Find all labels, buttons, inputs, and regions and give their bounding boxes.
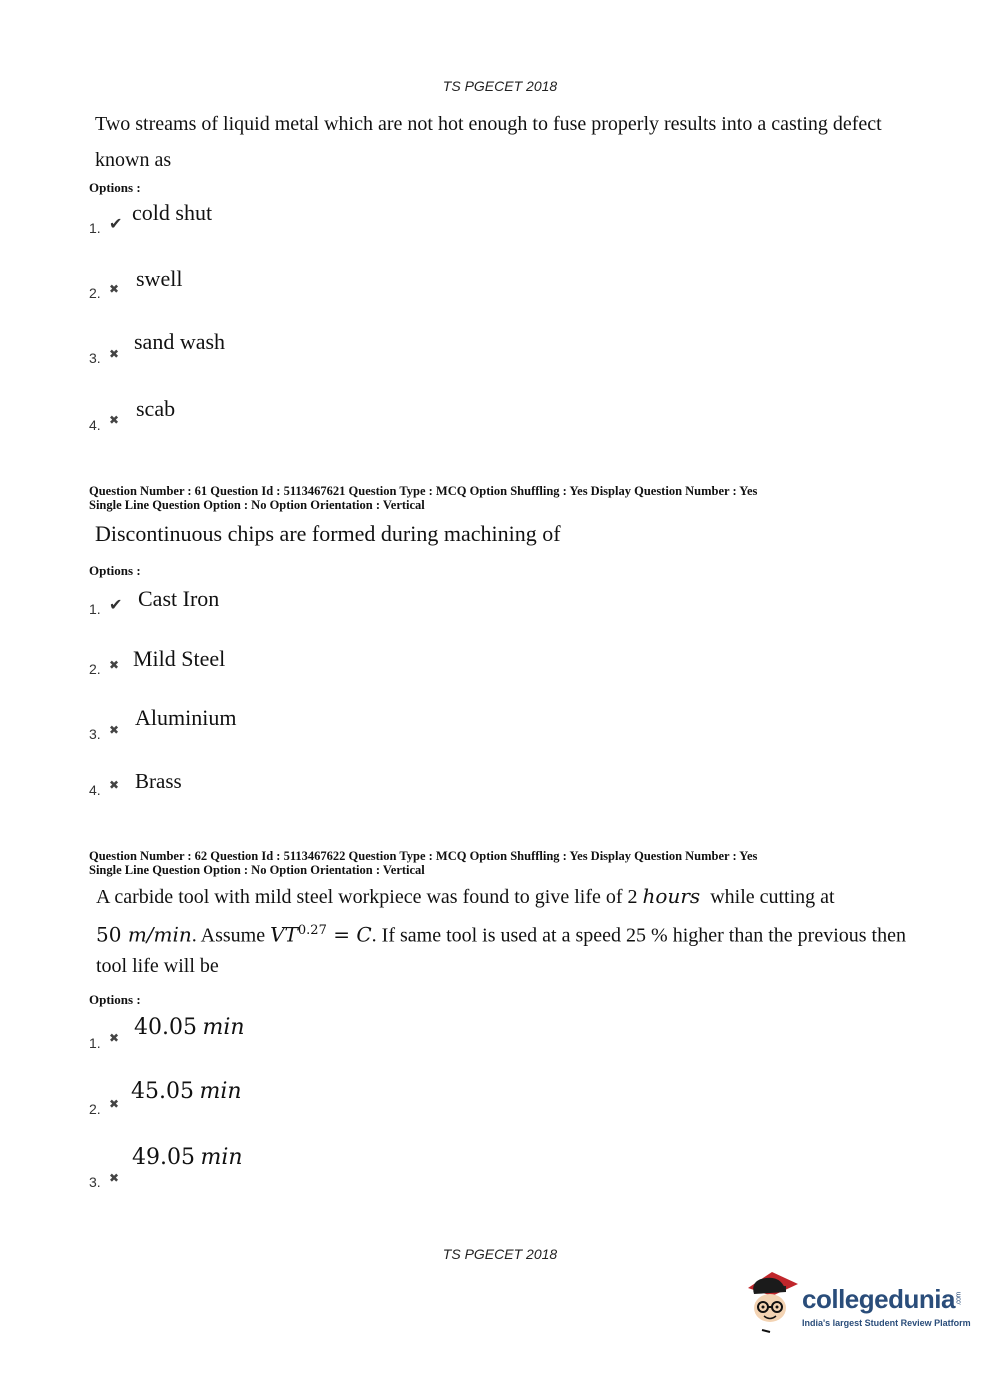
option-text [132, 1144, 243, 1170]
options-label: Options : [89, 563, 141, 578]
option-number: 2. [89, 661, 101, 677]
option-number: 3. [89, 350, 101, 366]
question-meta: Question Number : 62 Question Id : 5113467622 Question Type : MCQ Option Shuffling : Yes Display Question Number : Yes [89, 849, 758, 863]
wrong-cross-icon: ✖ [109, 282, 120, 296]
math-text: 50 [96, 922, 128, 947]
logo-brand-suffix: .com [955, 1291, 963, 1306]
option-number: 1. [89, 601, 101, 617]
collegedunia-logo [742, 1270, 972, 1340]
text-run: . Assume [191, 924, 271, 947]
option-text: sand wash [134, 329, 226, 354]
option-number: 1. [89, 220, 101, 236]
correct-check-icon: ✔ [109, 214, 123, 233]
page-footer: TS PGECET 2018 [442, 1246, 558, 1262]
math-text: hours [642, 884, 701, 908]
math-text: VT [270, 922, 298, 947]
wrong-cross-icon: ✖ [109, 1171, 120, 1185]
question-meta: Single Line Question Option : No Option Orientation : Vertical [89, 498, 425, 512]
wrong-cross-icon: ✖ [109, 723, 120, 737]
text-run: A carbide tool with mild steel workpiece was found to give life of 2 [96, 886, 643, 908]
option-text: Mild Steel [133, 646, 226, 671]
question-meta: Single Line Question Option : No Option Orientation : Vertical [89, 863, 425, 877]
mascot-icon [742, 1270, 800, 1336]
question-text-line [96, 878, 926, 915]
question-text-line: known as [95, 149, 172, 171]
option-value: 49.05 [132, 1145, 195, 1170]
wrong-cross-icon: ✖ [109, 413, 120, 427]
option-text: cold shut [132, 200, 213, 225]
option-text: swell [136, 266, 183, 291]
text-run: . If same tool is used at a speed 25 % higher than the previous then [371, 924, 906, 947]
option-text [134, 1014, 245, 1040]
math-text: C [356, 922, 372, 947]
option-number: 3. [89, 1174, 101, 1190]
wrong-cross-icon: ✖ [109, 658, 120, 672]
option-text: Aluminium [135, 705, 237, 730]
option-number: 2. [89, 285, 101, 301]
question-text: Discontinuous chips are formed during machining of [95, 521, 561, 546]
math-superscript: 0.27 [297, 923, 327, 938]
option-text: scab [136, 396, 176, 421]
option-text: Brass [135, 769, 182, 793]
option-unit: min [200, 1145, 243, 1170]
options-label: Options : [89, 180, 141, 195]
text-run: while cutting at [700, 886, 835, 908]
question-text-line: Two streams of liquid metal which are not hot enough to fuse properly results into a casting defect [95, 113, 882, 135]
option-text [131, 1078, 242, 1104]
logo-brand: collegedunia [802, 1284, 955, 1314]
option-unit: min [199, 1079, 242, 1104]
question-text-line: tool life will be [96, 955, 219, 977]
options-label: Options : [89, 992, 141, 1007]
option-value: 45.05 [131, 1079, 194, 1104]
option-number: 3. [89, 726, 101, 742]
question-meta: Question Number : 61 Question Id : 5113467621 Question Type : MCQ Option Shuffling : Yes Display Question Number : Yes [89, 484, 758, 498]
option-number: 2. [89, 1101, 101, 1117]
option-number: 4. [89, 417, 101, 433]
logo-tagline: India's largest Student Review Platform [802, 1318, 971, 1328]
math-text: = [326, 922, 357, 947]
option-text: Cast Iron [138, 586, 220, 611]
option-unit: min [202, 1015, 245, 1040]
math-text: m/min [127, 922, 192, 947]
wrong-cross-icon: ✖ [109, 347, 120, 361]
wrong-cross-icon: ✖ [109, 1031, 120, 1045]
page-header: TS PGECET 2018 [442, 78, 558, 94]
wrong-cross-icon: ✖ [109, 778, 120, 792]
option-number: 1. [89, 1035, 101, 1051]
correct-check-icon: ✔ [109, 595, 123, 614]
wrong-cross-icon: ✖ [109, 1097, 120, 1111]
option-value: 40.05 [134, 1015, 197, 1040]
option-number: 4. [89, 782, 101, 798]
